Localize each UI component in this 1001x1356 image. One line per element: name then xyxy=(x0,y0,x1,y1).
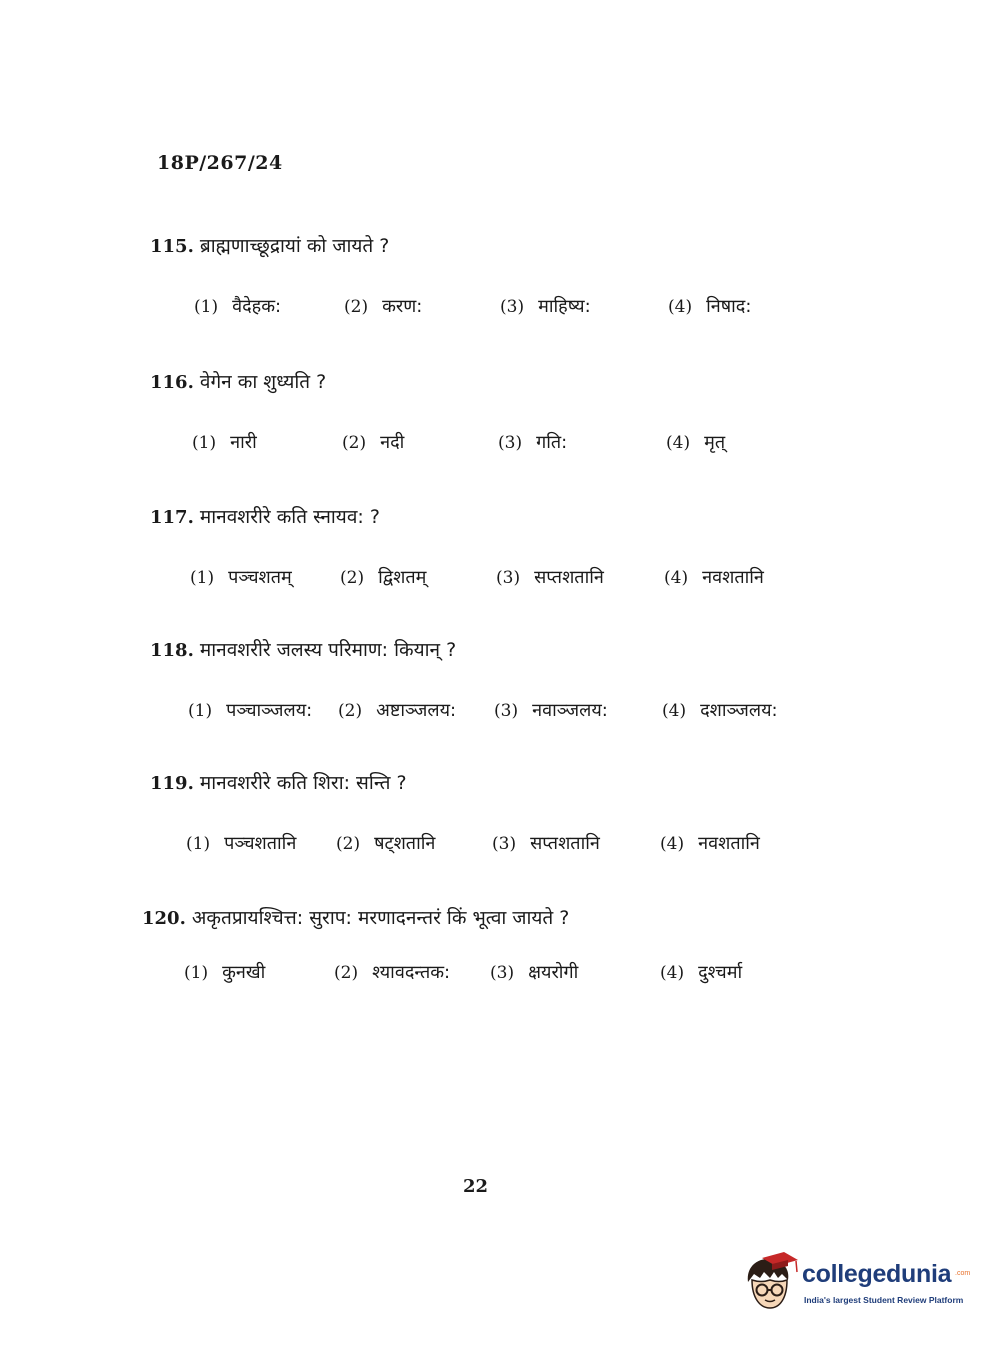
option-2: (2) नदी xyxy=(342,432,405,453)
option-4: (4) नवशतानि xyxy=(664,567,764,588)
question-120 xyxy=(142,904,862,990)
question-117 xyxy=(150,503,870,595)
question-text: वेगेन का शुध्यति ? xyxy=(199,371,327,393)
question-118 xyxy=(150,636,870,728)
option-3: (3) सप्तशतानि xyxy=(496,567,604,588)
option-4: (4) मृत् xyxy=(666,432,726,453)
option-2: (2) द्विशतम् xyxy=(340,567,427,588)
option-3: (3) सप्तशतानि xyxy=(492,833,600,854)
options-row xyxy=(142,960,862,990)
question-text: मानवशरीरे कति शिरा: सन्ति ? xyxy=(199,772,407,794)
question-116 xyxy=(150,368,870,460)
collegedunia-watermark xyxy=(742,1252,982,1312)
question-number: 119. xyxy=(150,773,194,794)
question-stem xyxy=(142,904,862,930)
option-2: (2) करण: xyxy=(344,296,423,317)
option-4: (4) दशाञ्जलय: xyxy=(662,700,778,721)
brand-name: collegedunia xyxy=(802,1260,952,1288)
option-1: (1) कुनखी xyxy=(184,962,266,983)
options-row xyxy=(150,294,870,324)
option-1: (1) नारी xyxy=(192,432,257,453)
student-mascot-icon xyxy=(742,1252,800,1312)
options-row xyxy=(150,565,870,595)
question-number: 120. xyxy=(142,908,186,929)
options-row xyxy=(150,698,870,728)
brand-tld: .com xyxy=(955,1270,971,1277)
option-1: (1) पञ्चशतानि xyxy=(186,833,297,854)
question-stem xyxy=(150,636,870,662)
options-row xyxy=(150,430,870,460)
question-text: अकृतप्रायश्चित्त: सुराप: मरणादनन्तरं किं भूत्वा जायते ? xyxy=(191,907,570,929)
question-119 xyxy=(150,769,870,861)
option-3: (3) क्षयरोगी xyxy=(490,962,579,983)
brand-tagline: India's largest Student Review Platform xyxy=(804,1295,964,1305)
question-stem xyxy=(150,769,870,795)
question-text: मानवशरीरे कति स्नायव: ? xyxy=(199,506,380,528)
question-stem xyxy=(150,503,870,529)
option-2: (2) अष्टाञ्जलय: xyxy=(338,700,457,721)
option-1: (1) वैदेहक: xyxy=(194,296,282,317)
option-2: (2) षट्शतानि xyxy=(336,833,436,854)
option-3: (3) नवाञ्जलय: xyxy=(494,700,608,721)
question-text: मानवशरीरे जलस्य परिमाण: कियान् ? xyxy=(199,639,457,661)
question-number: 116. xyxy=(150,372,194,393)
option-3: (3) माहिष्य: xyxy=(500,296,591,317)
options-row xyxy=(150,831,870,861)
page-number: 22 xyxy=(463,1176,489,1197)
question-number: 115. xyxy=(150,236,194,257)
option-1: (1) पञ्चशतम् xyxy=(190,567,292,588)
option-4: (4) निषाद: xyxy=(668,296,752,317)
question-number: 118. xyxy=(150,640,194,661)
question-stem xyxy=(150,368,870,394)
paper-code: 18P/267/24 xyxy=(157,152,283,174)
option-4: (4) नवशतानि xyxy=(660,833,760,854)
question-stem xyxy=(150,232,870,258)
option-3: (3) गति: xyxy=(498,432,568,453)
question-text: ब्राह्मणाच्छूद्रायां को जायते ? xyxy=(199,235,390,257)
question-115 xyxy=(150,232,870,324)
question-number: 117. xyxy=(150,507,194,528)
option-4: (4) दुश्चर्मा xyxy=(660,962,743,983)
option-1: (1) पञ्चाञ्जलय: xyxy=(188,700,313,721)
option-2: (2) श्यावदन्तक: xyxy=(334,962,451,983)
